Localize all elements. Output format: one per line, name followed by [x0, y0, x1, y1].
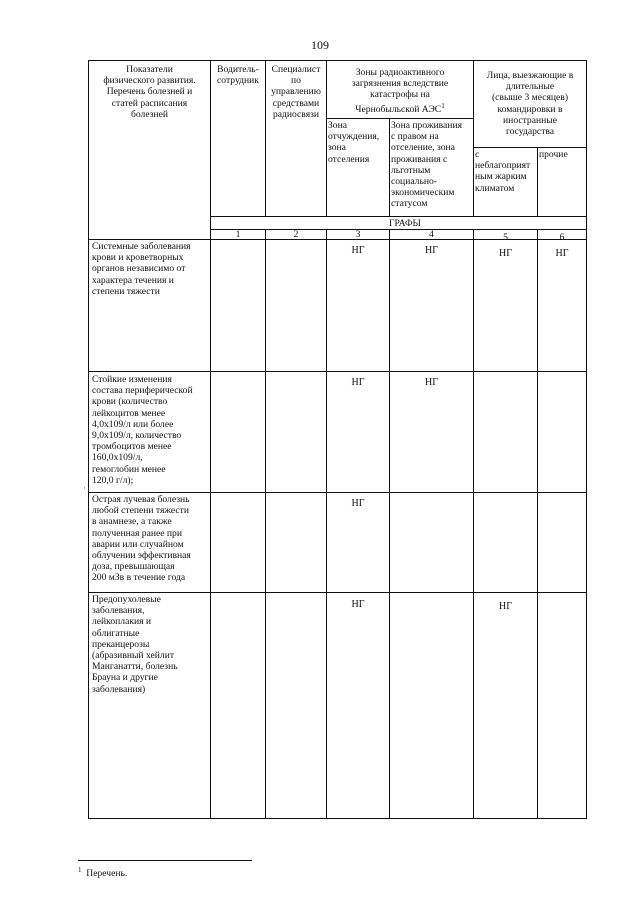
row1-col6-value: НГ	[555, 248, 569, 259]
row1-col5-value: НГ	[498, 248, 512, 259]
row2-col3-value: НГ	[351, 377, 365, 388]
row4-col5-value: НГ	[498, 601, 512, 612]
column-number-2: 2	[293, 229, 299, 240]
row-label-2: Стойкие изменения состава периферической крови (количество лейкоцитов менее 4,0х109/л или более 9,0х109/л, количество тромбоцитов менее 160,0х109/л, гемоглобин менее 120,0 г/л);	[92, 374, 193, 486]
footnote-mark: 1	[78, 866, 82, 874]
row4-col3-value: НГ	[351, 599, 365, 610]
footnote-separator	[78, 860, 252, 861]
header-specialist: Специалист по управлению средствами радиосвязи	[271, 64, 321, 120]
row-label-3: Острая лучевая болезнь любой степени тяжести в анамнезе, а также полученная ранее при аварии или случайном облучении эффективная доза, превышающая 200 мЗв в течение года	[92, 494, 191, 584]
footnote-text: Перечень.	[86, 868, 128, 880]
column-number-6: 6	[559, 232, 565, 243]
header-zones	[327, 67, 473, 115]
row-label-1: Системные заболевания крови и кроветворных органов независимо от характера течения и степени тяжести	[92, 241, 191, 297]
subheader-other: прочие	[539, 149, 568, 160]
subheader-hot-climate: с неблагоприят ным жарким климатом	[475, 149, 531, 194]
row-label-4: Предопухолевые заболевания, лейкоплакия и облигатные преканцерозы (абразивный хейлит Манганатти, болезнь Брауна и другие заболевания)	[92, 594, 178, 695]
column-number-1: 1	[235, 229, 241, 240]
column-number-5: 5	[503, 232, 508, 243]
subheader-zone-exclusion: Зона отчуждения, зона отселения	[328, 120, 380, 165]
footnote	[78, 866, 127, 879]
column-number-3: 3	[355, 229, 361, 240]
subheader-zone-residence: Зона проживания с правом на отселение, зона проживания с льготным социально- экономическим статусом	[391, 120, 462, 210]
header-drivers: Водитель- сотрудник	[217, 64, 259, 87]
header-indicators: Показатели физического развития. Перечень болезней и статей расписания болезней	[103, 64, 196, 120]
header-zones-text: Зоны радиоактивного загрязнения вследствие катастрофы на Чернобыльской АЭС	[351, 67, 449, 115]
scan-dot: ·	[83, 483, 86, 493]
footnote-ref: 1	[441, 101, 445, 110]
page-number: 109	[311, 38, 329, 52]
row1-col3-value: НГ	[351, 245, 365, 256]
grafy-label: ГРАФЫ	[389, 218, 421, 229]
column-number-4: 4	[429, 229, 434, 240]
row2-col4-value: НГ	[424, 377, 438, 388]
row3-col3-value: НГ	[351, 498, 365, 509]
header-persons: Лица, выезжающие в длительные (свыше 3 месяцев) командировки в иностранные государства	[486, 70, 574, 138]
row1-col4-value: НГ	[424, 245, 438, 256]
